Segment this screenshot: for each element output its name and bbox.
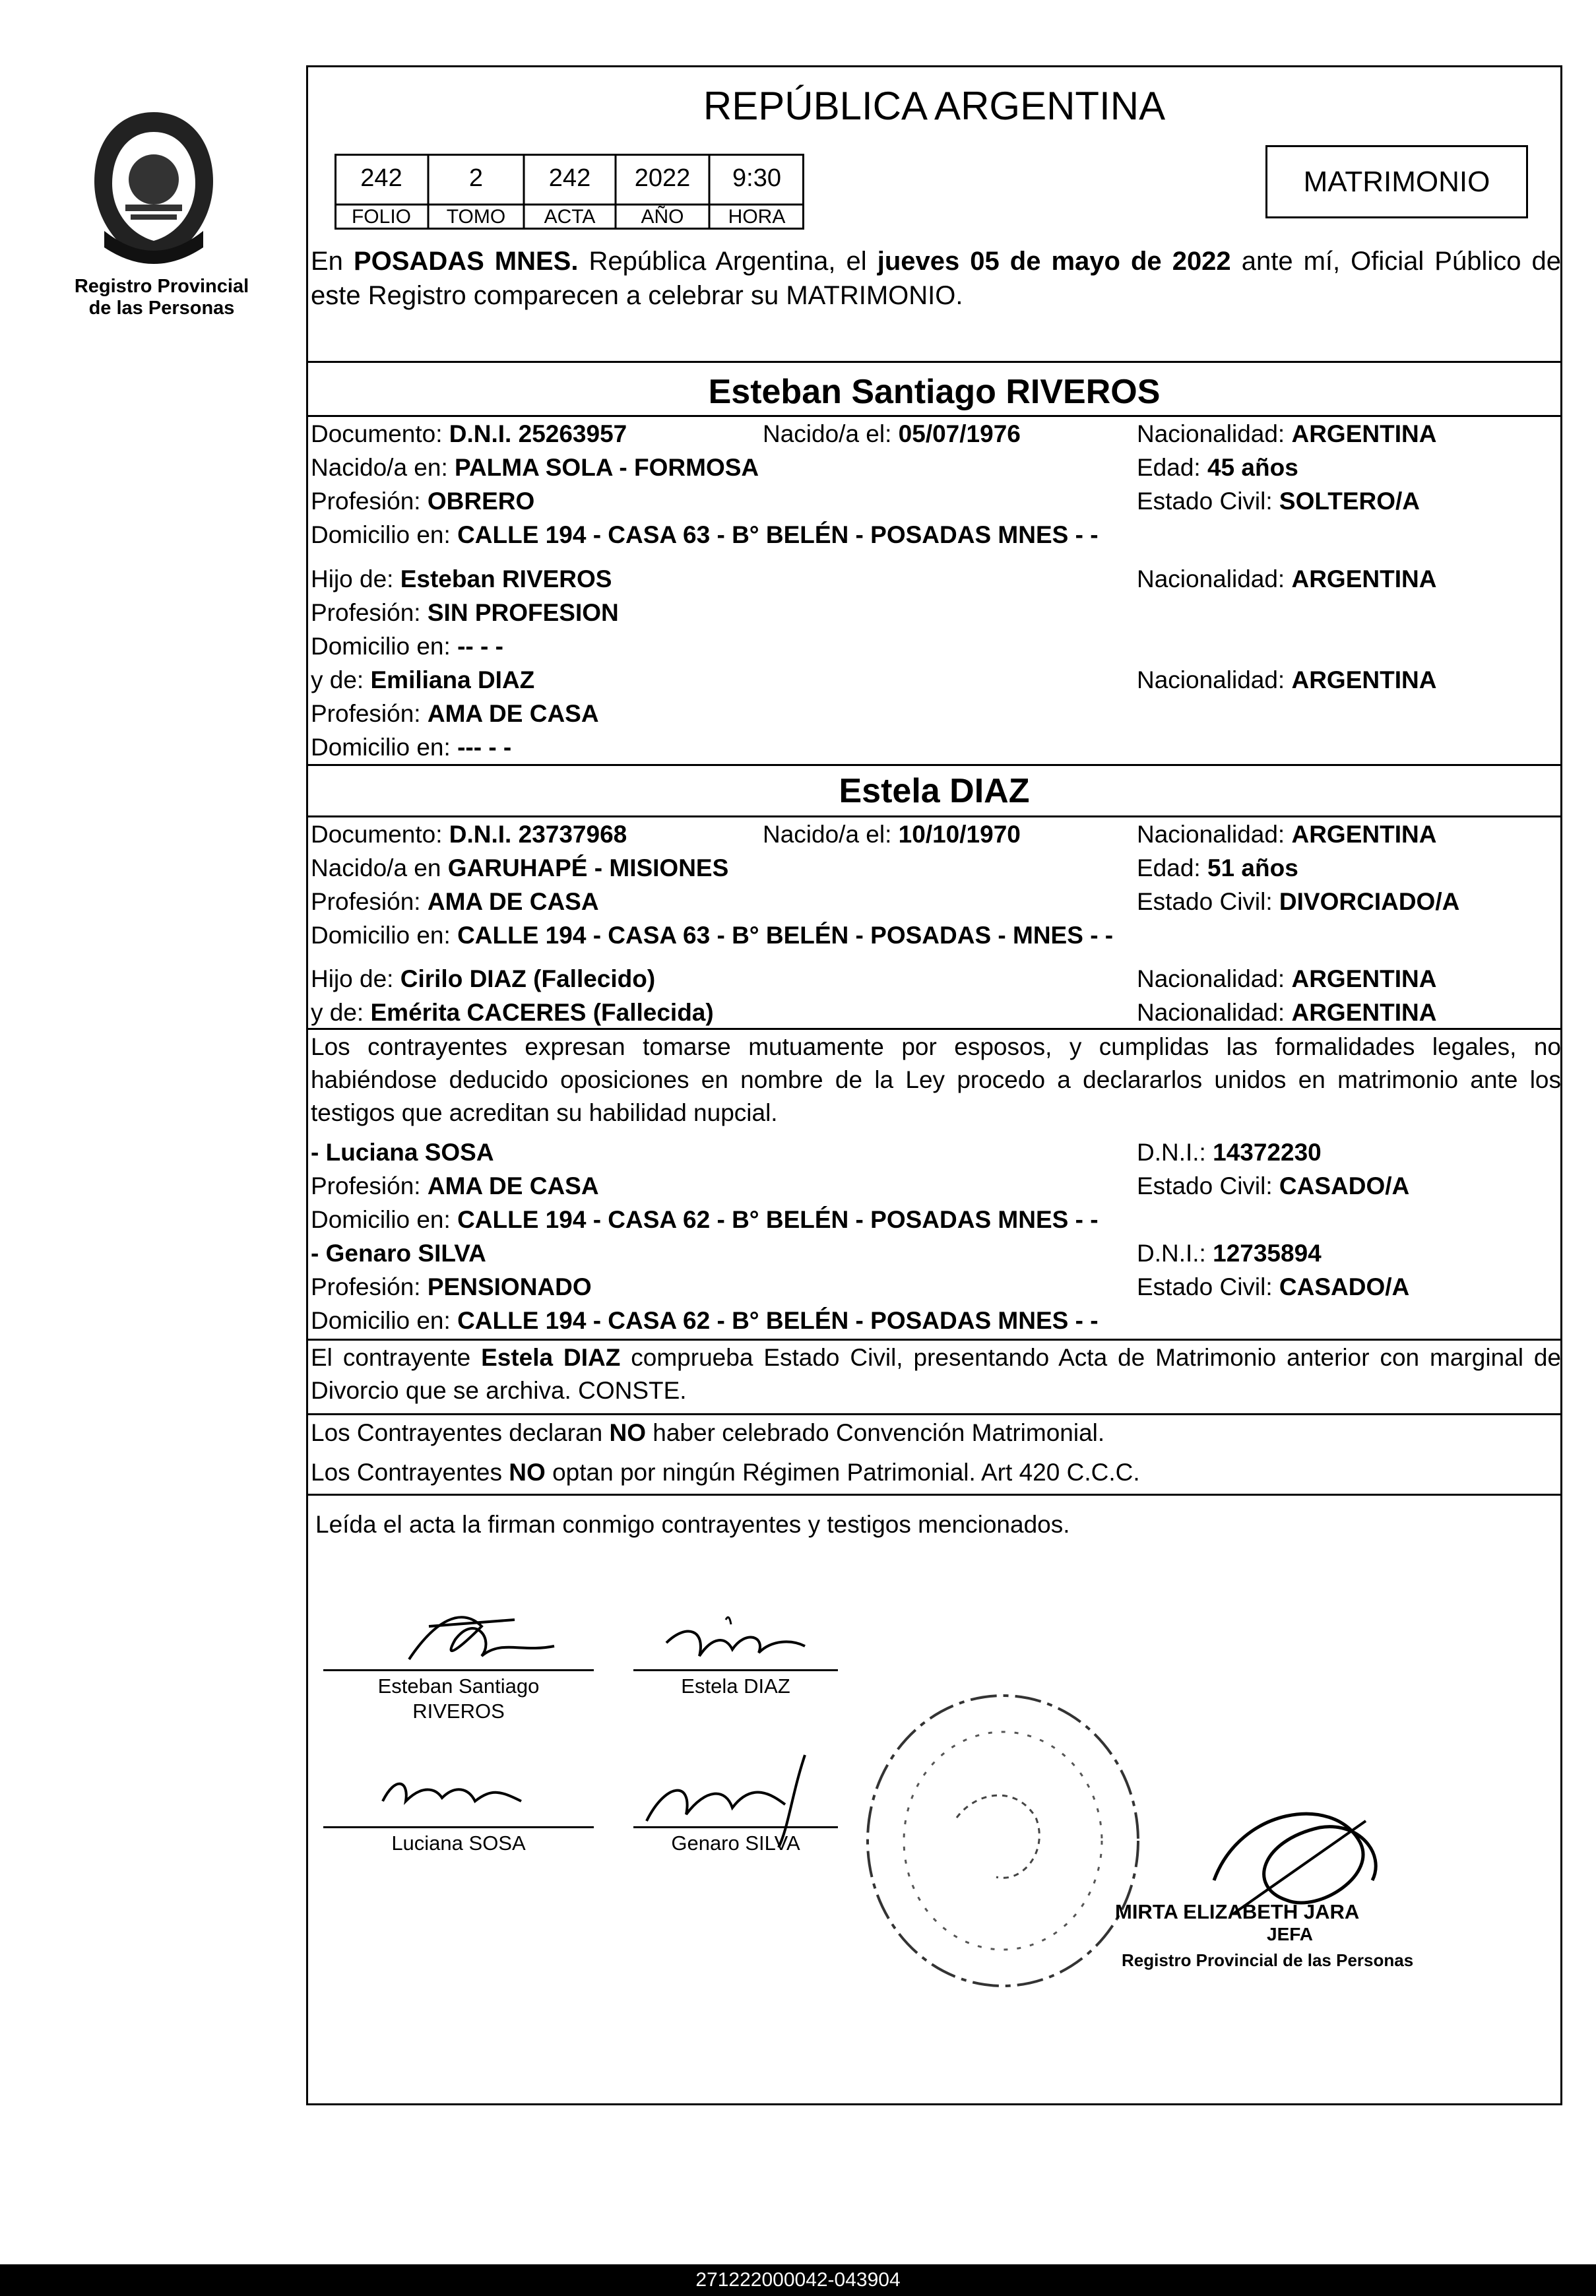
note-name: Estela DIAZ (481, 1344, 621, 1371)
spouse2-address: CALLE 194 - CASA 63 - B° BELÉN - POSADAS - MNES - - (457, 922, 1114, 949)
signature-line-2 (633, 1669, 838, 1671)
official-name: MIRTA ELIZABETH JARA (1115, 1900, 1360, 1923)
spouse1-birth-place: PALMA SOLA - FORMOSA (455, 454, 759, 481)
official-role: JEFA (1267, 1924, 1314, 1944)
regime-no: NO (509, 1459, 546, 1486)
spouse1-document: D.N.I. 25263957 (449, 420, 627, 447)
spouse1-row-3 (311, 485, 1559, 518)
note-text-1: El contrayente (311, 1344, 482, 1371)
divider-8 (307, 1494, 1561, 1496)
label: Domicilio en: (311, 521, 458, 548)
province-seal-logo (78, 106, 230, 274)
divider-3 (307, 764, 1561, 766)
regime-text-1: Los Contrayentes (311, 1459, 509, 1486)
round-official-seal (858, 1686, 1148, 1996)
spouse2-row-5 (311, 963, 1559, 996)
convention-text-2: haber celebrado Convención Matrimonial. (646, 1419, 1105, 1446)
witness1-profession: AMA DE CASA (427, 1172, 599, 1199)
witness2-row-2 (311, 1271, 1559, 1304)
witness1-row-2 (311, 1170, 1559, 1203)
spouse1-father-address: -- - - (457, 633, 503, 660)
label: Documento: (311, 821, 449, 848)
spouse1-row-6 (311, 596, 1559, 629)
witness2-address: CALLE 194 - CASA 62 - B° BELÉN - POSADAS MNES - - (457, 1307, 1099, 1334)
spouse1-nationality: ARGENTINA (1291, 420, 1437, 447)
spouse2-row-1 (311, 818, 1559, 851)
label: Estado Civil: (1137, 1172, 1279, 1199)
folio-label: FOLIO (351, 206, 411, 228)
label: Nacionalidad: (1137, 565, 1292, 592)
spouse1-father-nationality: ARGENTINA (1291, 565, 1437, 592)
label: Nacionalidad: (1137, 821, 1292, 848)
label: Hijo de: (311, 965, 400, 992)
spouse1-birth-date: 05/07/1976 (898, 420, 1021, 447)
label: y de: (311, 999, 371, 1026)
label: Domicilio en: (311, 1307, 458, 1334)
agency-name (59, 276, 264, 319)
spouse1-address: CALLE 194 - CASA 63 - B° BELÉN - POSADAS MNES - - (457, 521, 1099, 548)
declaration-text: Los contrayentes expresan tomarse mutuamente por esposos, y cumplidas las formalidades legales, no habiéndose deducido oposiciones en nombre de la Ley procedo a declararlos unidos en matrimonio ante los testigos que acreditan su habilidad nupcial. (311, 1033, 1561, 1126)
spouse1-row-7 (311, 630, 1559, 663)
signature-line-3 (323, 1826, 594, 1828)
intro-text-2: República Argentina, el (578, 247, 878, 276)
label: D.N.I.: (1137, 1240, 1213, 1267)
label: Nacionalidad: (1137, 666, 1292, 693)
spouse2-birth-place: GARUHAPÉ - MISIONES (447, 854, 729, 881)
signature-label-3: Luciana SOSA (391, 1832, 526, 1855)
spouse2-father-nationality: ARGENTINA (1291, 965, 1437, 992)
tomo-label: TOMO (446, 206, 506, 228)
official-office: Registro Provincial de las Personas (1122, 1950, 1414, 1970)
divider-6 (307, 1339, 1561, 1341)
spouse1-mother-nationality: ARGENTINA (1291, 666, 1437, 693)
label: Nacionalidad: (1137, 420, 1292, 447)
spouse2-father: Cirilo DIAZ (Fallecido) (400, 965, 656, 992)
label: Profesión: (311, 1172, 428, 1199)
convention-line (311, 1417, 1559, 1450)
regime-text-2: optan por ningún Régimen Patrimonial. Art 420 C.C.C. (545, 1459, 1140, 1486)
label: Domicilio en: (311, 1206, 458, 1233)
spouse2-row-2 (311, 852, 1559, 885)
signature-line-4 (633, 1826, 838, 1828)
spouse2-birth-date: 10/10/1970 (898, 821, 1021, 848)
label: Documento: (311, 420, 449, 447)
signature-label-1-line1: Esteban Santiago (377, 1674, 540, 1698)
spouse2-row-4 (311, 919, 1559, 952)
label: Nacido/a el: (763, 420, 899, 447)
label: Nacido/a en: (311, 454, 455, 481)
spouse1-mother: Emiliana DIAZ (370, 666, 535, 693)
ano-label: AÑO (641, 206, 684, 228)
intro-city: POSADAS MNES. (353, 247, 579, 276)
label: Domicilio en: (311, 922, 458, 949)
intro-date: jueves 05 de mayo de 2022 (877, 247, 1231, 276)
agency-name-line1: Registro Provincial (74, 276, 249, 297)
signature-label-1-line2: RIVEROS (412, 1700, 505, 1723)
witness1-row-1 (311, 1136, 1559, 1169)
label: Profesión: (311, 1273, 428, 1300)
act-type-label: MATRIMONIO (1303, 166, 1490, 198)
label: Profesión: (311, 599, 428, 626)
signature-label-1 (323, 1674, 594, 1724)
spouse1-profession: OBRERO (427, 488, 535, 515)
note-text-2: comprueba Estado Civil, presentando Acta de Matrimonio anterior con marginal de Divorcio que se archiva. CONSTE. (311, 1344, 1561, 1404)
signature-scribble-sosa (369, 1762, 541, 1821)
witness1-row-3 (311, 1203, 1559, 1236)
witness2-name: - Genaro SILVA (311, 1240, 486, 1267)
witness1-dni: 14372230 (1213, 1139, 1322, 1166)
signature-scribble-diaz (660, 1610, 818, 1676)
spouse2-civil-status: DIVORCIADO/A (1279, 888, 1460, 915)
convention-text-1: Los Contrayentes declaran (311, 1419, 610, 1446)
witness1-civil-status: CASADO/A (1279, 1172, 1410, 1199)
label: Estado Civil: (1137, 888, 1279, 915)
divider-1 (307, 361, 1561, 363)
closing-line: Leída el acta la firman conmigo contrayentes y testigos mencionados. (315, 1511, 1070, 1538)
country-title: REPÚBLICA ARGENTINA (703, 84, 1166, 128)
spouse1-name: Esteban Santiago RIVEROS (708, 373, 1161, 411)
label: Profesión: (311, 888, 428, 915)
witness2-row-1 (311, 1237, 1559, 1270)
ano-value: 2022 (634, 164, 691, 192)
signature-label-4: Genaro SILVA (671, 1832, 800, 1855)
label: Edad: (1137, 454, 1207, 481)
spouse2-mother: Emérita CACERES (Fallecida) (370, 999, 714, 1026)
label: D.N.I.: (1137, 1139, 1213, 1166)
label: Nacido/a el: (763, 821, 899, 848)
spouse1-row-4 (311, 519, 1559, 552)
spouse2-nationality: ARGENTINA (1291, 821, 1437, 848)
intro-text-3: ante mí, Oficial Público de este Registro comparecen a celebrar su MATRIMONIO. (311, 247, 1561, 310)
spouse1-father: Esteban RIVEROS (400, 565, 612, 592)
label: Profesión: (311, 700, 428, 727)
label: Domicilio en: (311, 734, 458, 761)
label: Estado Civil: (1137, 1273, 1279, 1300)
spouse1-row-10 (311, 731, 1559, 764)
agency-name-line2: de las Personas (88, 298, 235, 319)
footer-code: 271222000042-043904 (695, 2269, 901, 2291)
intro-text-1: En (311, 247, 354, 276)
folio-value: 242 (360, 164, 402, 192)
act-type-box (1265, 145, 1528, 218)
signature-scribble-riveros (383, 1600, 581, 1679)
spouse2-profession: AMA DE CASA (427, 888, 599, 915)
spouse1-mother-profession: AMA DE CASA (427, 700, 599, 727)
spouse2-document: D.N.I. 23737968 (449, 821, 627, 848)
hora-value: 9:30 (732, 164, 781, 192)
acta-label: ACTA (544, 206, 596, 228)
label: Hijo de: (311, 565, 400, 592)
label: y de: (311, 666, 371, 693)
witness1-name: - Luciana SOSA (311, 1139, 494, 1166)
spouse1-mother-address: --- - - (457, 734, 512, 761)
spouse1-father-profession: SIN PROFESION (427, 599, 619, 626)
spouse1-row-9 (311, 697, 1559, 730)
signature-label-2: Estela DIAZ (681, 1674, 790, 1698)
witness2-profession: PENSIONADO (427, 1273, 592, 1300)
regime-line (311, 1456, 1559, 1489)
label: Edad: (1137, 854, 1207, 881)
witness1-address: CALLE 194 - CASA 62 - B° BELÉN - POSADAS MNES - - (457, 1206, 1099, 1233)
spouse2-row-3 (311, 885, 1559, 918)
label: Nacido/a en (311, 854, 448, 881)
label: Nacionalidad: (1137, 965, 1292, 992)
spouse2-age: 51 años (1207, 854, 1298, 881)
spouse1-age: 45 años (1207, 454, 1298, 481)
spouse2-row-6 (311, 996, 1559, 1029)
convention-no: NO (609, 1419, 646, 1446)
label: Estado Civil: (1137, 488, 1279, 515)
signature-line-1 (323, 1669, 594, 1671)
witness2-dni: 12735894 (1213, 1240, 1322, 1267)
civil-status-note (311, 1341, 1561, 1407)
spouse1-row-1 (311, 418, 1559, 451)
label: Nacionalidad: (1137, 999, 1292, 1026)
label: Profesión: (311, 488, 428, 515)
divider-2 (307, 415, 1561, 417)
witness2-row-3 (311, 1304, 1559, 1337)
divider-5 (307, 1028, 1561, 1030)
hora-label: HORA (728, 206, 786, 228)
spouse1-row-5 (311, 563, 1559, 596)
label: Domicilio en: (311, 633, 458, 660)
witness2-civil-status: CASADO/A (1279, 1273, 1410, 1300)
spouse1-civil-status: SOLTERO/A (1279, 488, 1420, 515)
spouse1-row-2 (311, 451, 1559, 484)
spouse2-mother-nationality: ARGENTINA (1291, 999, 1437, 1026)
divider-7 (307, 1413, 1561, 1415)
spouse2-name: Estela DIAZ (839, 772, 1030, 810)
spouse1-row-8 (311, 664, 1559, 697)
acta-value: 242 (548, 164, 591, 192)
intro-paragraph (311, 244, 1561, 313)
tomo-value: 2 (468, 164, 484, 192)
divider-4 (307, 815, 1561, 817)
